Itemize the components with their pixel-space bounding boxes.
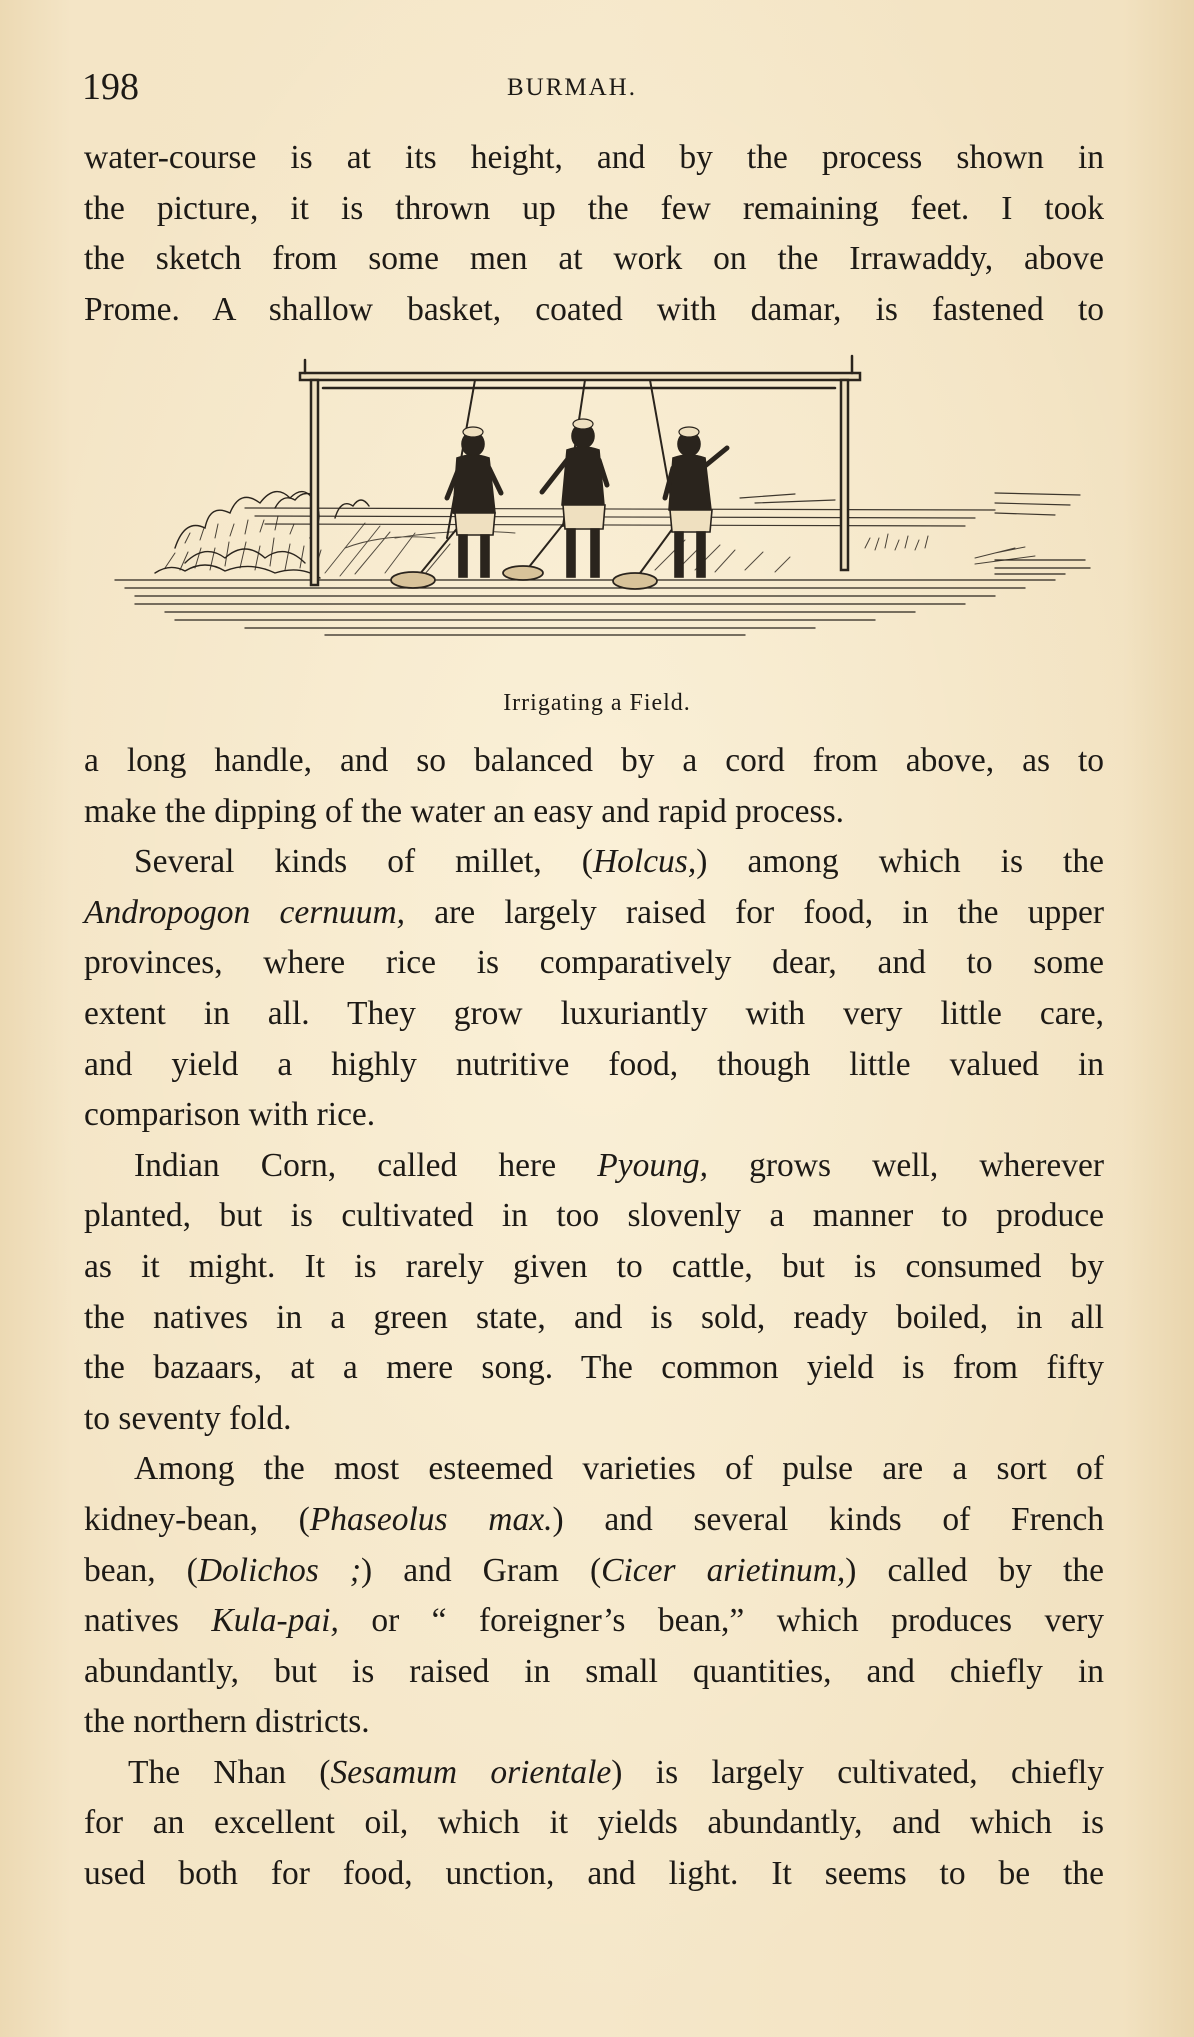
- text-line: the natives in a green state, and is sold, ready boiled, in all: [84, 1298, 1104, 1336]
- text-line: the bazaars, at a mere song. The common yield is from fifty: [84, 1349, 1104, 1387]
- text-line: water-course is at its height, and by the process shown in: [84, 139, 1104, 176]
- text-line: Indian Corn, called here Pyoung, grows well, wherever: [134, 1146, 1104, 1184]
- irrigation-illustration: [95, 348, 1095, 650]
- text-line: a long handle, and so balanced by a cord from above, as to: [84, 742, 1104, 779]
- text-line: make the dipping of the water an easy and rapid process.: [84, 792, 844, 830]
- text-line: and yield a highly nutritive food, though little valued in: [84, 1045, 1104, 1083]
- text-line: the picture, it is thrown up the few remaining feet. I took: [84, 189, 1104, 227]
- text-line: abundantly, but is raised in small quantities, and chiefly in: [84, 1652, 1104, 1690]
- running-head: BURMAH.: [507, 74, 637, 101]
- page-header: [82, 62, 1112, 112]
- text-line: used both for food, unction, and light. It seems to be the: [84, 1855, 1104, 1893]
- text-line: natives Kula-pai, or “ foreigner’s bean,” which produces very: [84, 1602, 1105, 1640]
- text-line: comparison with rice.: [84, 1096, 376, 1134]
- text-line: kidney-bean, (Phaseolus max.) and several kinds of French: [84, 1500, 1105, 1538]
- paragraph-top: [84, 133, 1104, 335]
- body-text: [84, 736, 1104, 1900]
- text-line: as it might. It is rarely given to cattle, but is consumed by: [84, 1247, 1104, 1285]
- text-line: bean, (Dolichos ;) and Gram (Cicer arietinum,) called by the: [84, 1551, 1104, 1589]
- text-line: provinces, where rice is comparatively dear, and to some: [84, 944, 1104, 982]
- text-line: Several kinds of millet, (Holcus,) among which is the: [134, 843, 1104, 881]
- text-line: planted, but is cultivated in too slovenly a manner to produce: [84, 1197, 1104, 1235]
- text-line: to seventy fold.: [84, 1399, 292, 1437]
- text-line: the sketch from some men at work on the Irrawaddy, above: [84, 240, 1104, 278]
- text-line: the northern districts.: [84, 1703, 370, 1741]
- figure-caption: Irrigating a Field.: [503, 690, 691, 716]
- page-number: 198: [82, 66, 139, 108]
- text-line: The Nhan (Sesamum orientale) is largely cultivated, chiefly: [128, 1753, 1104, 1791]
- text-line: extent in all. They grow luxuriantly with very little care,: [84, 994, 1104, 1032]
- text-line: Andropogon cernuum, are largely raised for food, in the upper: [84, 893, 1104, 931]
- text-line: for an excellent oil, which it yields abundantly, and which is: [84, 1804, 1104, 1842]
- text-line: Prome. A shallow basket, coated with damar, is fastened to: [84, 290, 1104, 328]
- text-line: Among the most esteemed varieties of pulse are a sort of: [134, 1450, 1104, 1488]
